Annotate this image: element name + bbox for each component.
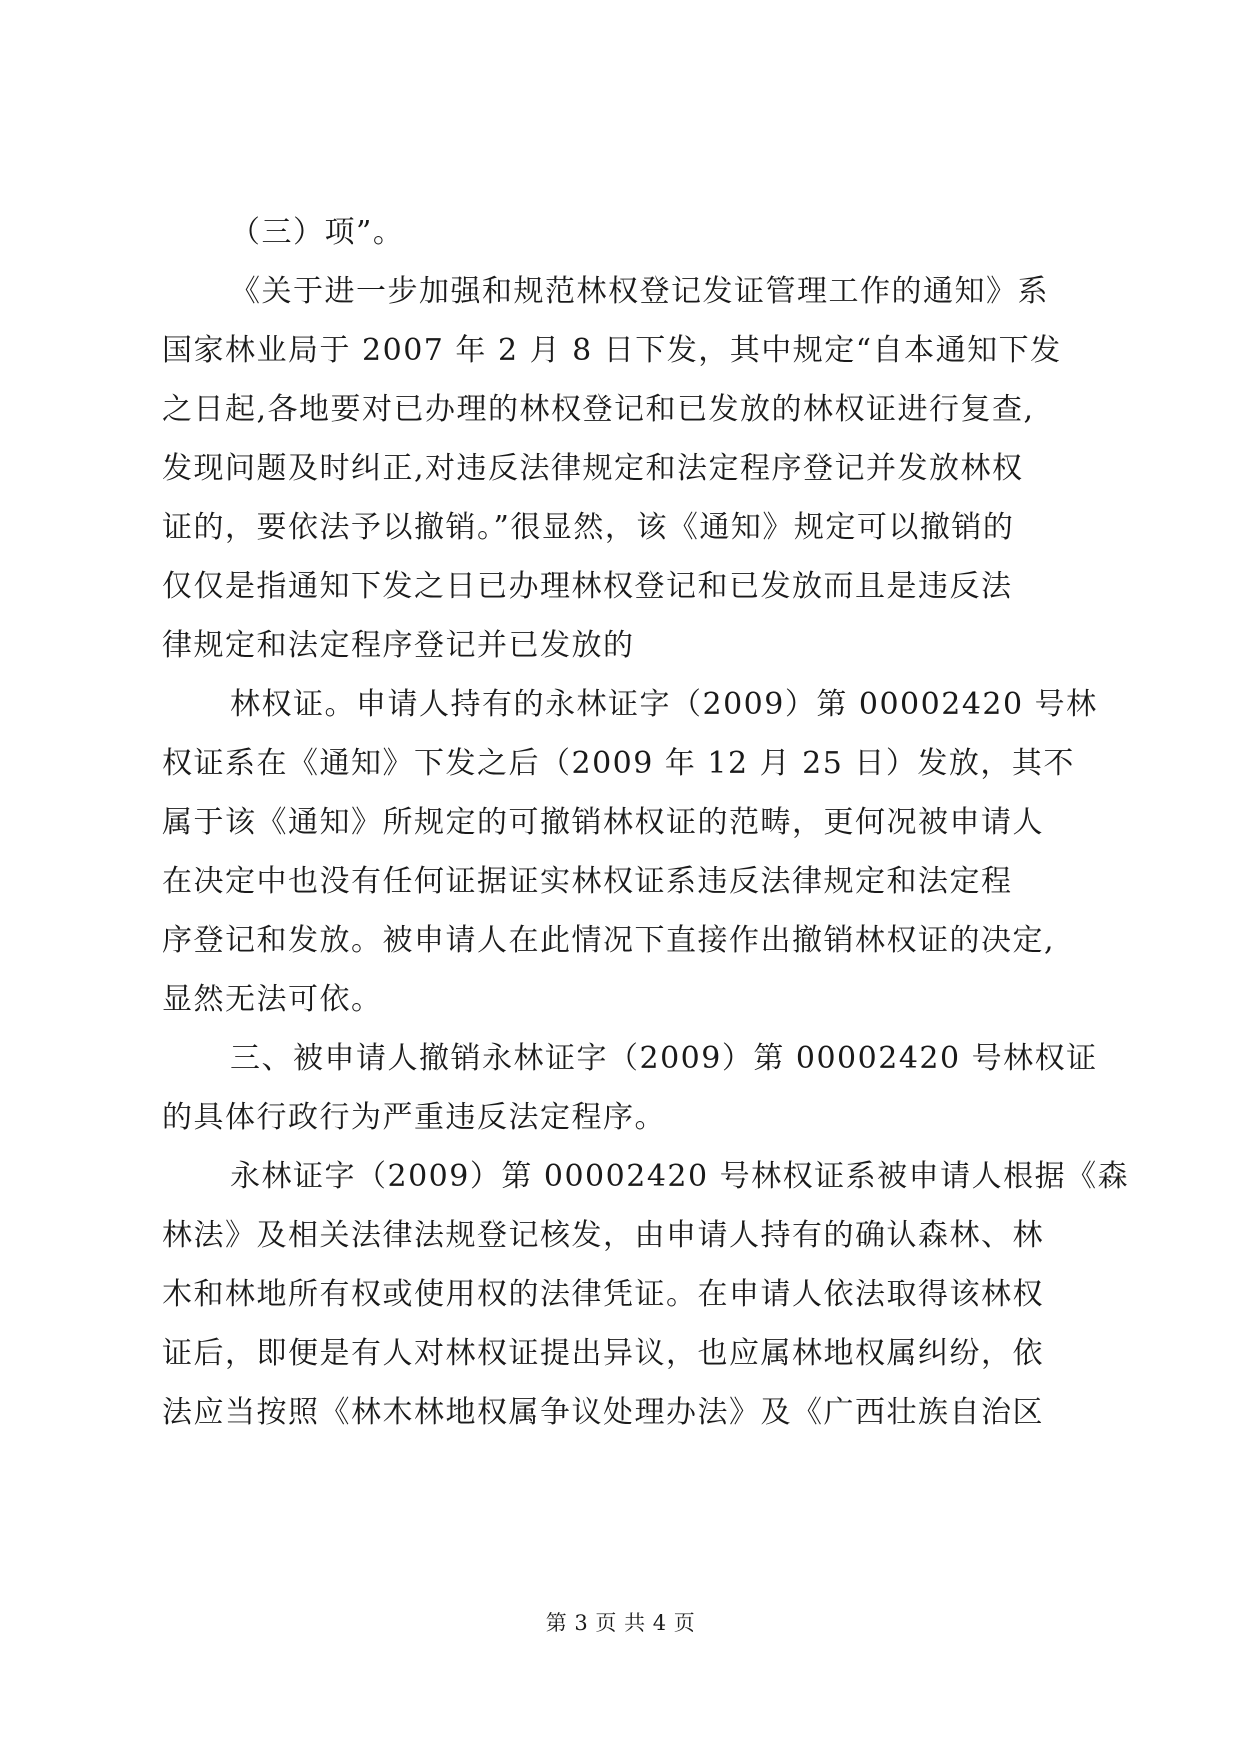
text-line: 证后，即便是有人对林权证提出异议，也应属林地权属纠纷，依 [162,1336,1044,1371]
text-line: 三、被申请人撤销永林证字（2009）第 00002420 号林权证 [230,1041,1098,1076]
text-line: （三）项”。 [230,215,405,250]
text-line: 之日起,各地要对已办理的林权登记和已发放的林权证进行复查, [162,392,1035,427]
text-line: 木和林地所有权或使用权的法律凭证。在申请人依法取得该林权 [162,1277,1044,1312]
text-line: 发现问题及时纠正,对违反法律规定和法定程序登记并发放林权 [162,451,1024,486]
text-line: 显然无法可依。 [162,982,383,1017]
text-line: 永林证字（2009）第 00002420 号林权证系被申请人根据《森 [230,1159,1130,1194]
text-line: 的具体行政行为严重违反法定程序。 [162,1100,666,1135]
text-line: 仅仅是指通知下发之日已办理林权登记和已发放而且是违反法 [162,569,1013,604]
text-line: 法应当按照《林木林地权属争议处理办法》及《广西壮族自治区 [162,1395,1044,1430]
text-line: 属于该《通知》所规定的可撤销林权证的范畴，更何况被申请人 [162,805,1044,840]
text-line: 《关于进一步加强和规范林权登记发证管理工作的通知》系 [230,274,1049,309]
text-line: 序登记和发放。被申请人在此情况下直接作出撤销林权证的决定, [162,923,1056,958]
text-line: 权证系在《通知》下发之后（2009 年 12 月 25 日）发放，其不 [162,746,1075,781]
text-line: 在决定中也没有任何证据证实林权证系违反法律规定和法定程 [162,864,1013,899]
text-line: 林权证。申请人持有的永林证字（2009）第 00002420 号林 [230,687,1098,722]
text-line: 国家林业局于 2007 年 2 月 8 日下发，其中规定“自本通知下发 [162,333,1062,368]
text-line: 律规定和法定程序登记并已发放的 [162,628,635,663]
text-line: 证的，要依法予以撤销。”很显然，该《通知》规定可以撤销的 [162,510,1015,545]
text-line: 林法》及相关法律法规登记核发，由申请人持有的确认森林、林 [162,1218,1044,1253]
page-number-footer: 第 3 页 共 4 页 [545,1611,696,1635]
